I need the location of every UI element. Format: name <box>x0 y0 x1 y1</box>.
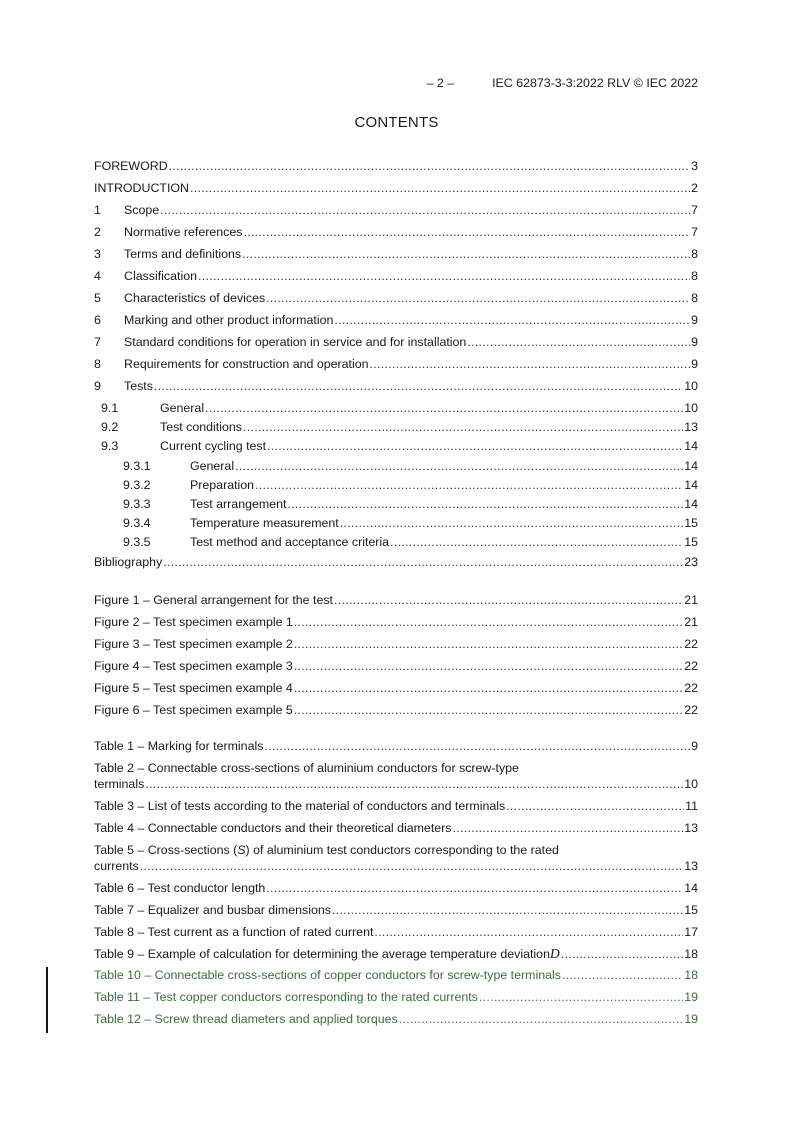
dot-leader <box>190 180 690 196</box>
dot-leader <box>452 820 683 836</box>
toc-entry-title: General <box>160 401 205 415</box>
toc-entry-page: 14 <box>684 478 698 492</box>
toc-entry-title: Standard conditions for operation in service and for installation <box>124 335 467 349</box>
toc-entry-title: Figure 6 – Test specimen example 5 <box>94 703 293 717</box>
page-header <box>0 76 698 90</box>
toc-entry-title: Normative references <box>124 225 243 239</box>
dot-leader <box>340 515 683 531</box>
toc-entry-title: Table 10 – Connectable cross-sections of copper conductors for screw-type terminals <box>94 968 561 982</box>
variable-s: S <box>237 843 246 857</box>
toc-entry-page: 19 <box>684 1012 698 1026</box>
toc-entry-page: 14 <box>684 439 698 453</box>
toc-entry-number: 8 <box>94 357 101 371</box>
document-id: IEC 62873-3-3:2022 RLV © IEC 2022 <box>492 76 698 90</box>
toc-entry-page: 15 <box>684 903 698 917</box>
dot-leader <box>243 224 690 240</box>
toc-figure-3[interactable] <box>94 636 698 652</box>
toc-entry-page: 13 <box>684 420 698 434</box>
toc-table-2[interactable] <box>94 761 698 792</box>
toc-entry-page: 8 <box>691 291 698 305</box>
toc-entry-title: Scope <box>124 203 160 217</box>
dot-leader <box>294 680 683 696</box>
toc-entry-title: Table 4 – Connectable conductors and their theoretical diameters <box>94 821 452 835</box>
toc-table-8[interactable] <box>94 924 698 940</box>
dot-leader <box>561 946 683 962</box>
toc-entry-page: 11 <box>685 799 698 813</box>
toc-entry-title: Table 3 – List of tests according to the material of conductors and terminals <box>94 799 506 813</box>
toc-entry-page: 9 <box>691 739 698 753</box>
toc-entry-number: 9.3.3 <box>123 497 151 511</box>
toc-entry-title: Table 9 – Example of calculation for determining the average temperature deviation <box>94 947 550 961</box>
toc-figure-6[interactable] <box>94 702 698 718</box>
toc-entry-title-line2: terminals <box>94 777 145 791</box>
toc-entry-7[interactable] <box>94 334 698 350</box>
toc-entry-title: Temperature measurement <box>190 516 339 530</box>
dot-leader <box>370 356 691 372</box>
toc-entry-title: Table 1 – Marking for terminals <box>94 739 264 753</box>
toc-entry-9-2[interactable] <box>101 419 698 435</box>
toc-entry-1[interactable] <box>94 202 698 218</box>
page-number: – 2 – <box>426 76 455 90</box>
toc-entry-title: Terms and definitions <box>124 247 242 261</box>
revision-change-bar <box>46 967 48 1033</box>
toc-entry-9-3-3[interactable] <box>123 496 698 512</box>
toc-table-9[interactable] <box>94 946 698 962</box>
toc-entry-page: 22 <box>684 703 698 717</box>
toc-entry-number: 3 <box>94 247 101 261</box>
toc-entry-number: 9 <box>94 379 101 393</box>
toc-entry-title-line1: Table 2 – Connectable cross-sections of aluminium conductors for screw-type <box>94 761 519 775</box>
dot-leader <box>264 738 690 754</box>
toc-entry-6[interactable] <box>94 312 698 328</box>
toc-entry-8[interactable] <box>94 356 698 372</box>
dot-leader <box>374 924 683 940</box>
toc-entry-page: 18 <box>684 968 698 982</box>
dot-leader <box>266 880 683 896</box>
toc-entry-3[interactable] <box>94 246 698 262</box>
toc-entry-number: 6 <box>94 313 101 327</box>
toc-entry-page: 3 <box>691 159 698 173</box>
toc-entry-page: 10 <box>684 401 698 415</box>
dot-leader <box>479 989 683 1005</box>
toc-entry-9-3[interactable] <box>101 438 698 454</box>
toc-entry-page: 21 <box>684 593 698 607</box>
dot-leader <box>242 246 690 262</box>
toc-entry-title: Test conditions <box>160 420 242 434</box>
toc-entry-number: 1 <box>94 203 101 217</box>
toc-entry-title: Figure 3 – Test specimen example 2 <box>94 637 293 651</box>
dot-leader <box>332 902 683 918</box>
toc-entry-page: 13 <box>684 821 698 835</box>
dot-leader <box>562 967 683 983</box>
toc-entry-page: 15 <box>684 516 698 530</box>
toc-entry-title: Figure 5 – Test specimen example 4 <box>94 681 293 695</box>
toc-entry-title-part: Table 5 – Cross-sections ( <box>94 843 238 857</box>
toc-entry-title: Figure 2 – Test specimen example 1 <box>94 615 293 629</box>
toc-table-12[interactable] <box>94 1011 698 1027</box>
toc-entry-title-line2: currents <box>94 859 139 873</box>
toc-entry-title: Requirements for construction and operation <box>124 357 369 371</box>
toc-entry-page: 14 <box>684 459 698 473</box>
toc-entry-page: 10 <box>684 379 698 393</box>
toc-entry-page: 9 <box>691 357 698 371</box>
dot-leader <box>506 798 684 814</box>
toc-entry-page: 14 <box>684 497 698 511</box>
toc-table-6[interactable] <box>94 880 698 896</box>
toc-entry-title: Test method and acceptance criteria <box>190 535 390 549</box>
dot-leader <box>235 458 683 474</box>
toc-entry-title: Table 7 – Equalizer and busbar dimensions <box>94 903 331 917</box>
dot-leader <box>160 202 690 218</box>
toc-entry-page: 10 <box>684 777 698 791</box>
toc-entry-9[interactable] <box>94 378 698 394</box>
toc-entry-page: 7 <box>691 225 698 239</box>
toc-entry-title: Preparation <box>190 478 255 492</box>
toc-entry-page: 2 <box>691 181 698 195</box>
toc-entry-number: 9.3 <box>101 439 119 453</box>
toc-figure-5[interactable] <box>94 680 698 696</box>
toc-entry-page: 18 <box>684 947 698 961</box>
dot-leader <box>140 858 683 874</box>
toc-table-1[interactable] <box>94 738 698 754</box>
toc-entry-page: 23 <box>684 555 698 569</box>
toc-entry-title: Marking and other product information <box>124 313 334 327</box>
toc-entry-number: 4 <box>94 269 101 283</box>
dot-leader <box>145 776 683 792</box>
toc-figure-4[interactable] <box>94 658 698 674</box>
toc-table-10[interactable] <box>94 967 698 983</box>
toc-entry-2[interactable] <box>94 224 698 240</box>
toc-table-11[interactable] <box>94 989 698 1005</box>
toc-entry-9-3-2[interactable] <box>123 477 698 493</box>
toc-entry-page: 17 <box>684 925 698 939</box>
variable-d: D <box>549 946 560 961</box>
toc-entry-number: 2 <box>94 225 101 239</box>
toc-entry-title: Tests <box>124 379 153 393</box>
toc-entry-title: Table 12 – Screw thread diameters and applied torques <box>94 1012 398 1026</box>
toc-table-7[interactable] <box>94 902 698 918</box>
contents-title: CONTENTS <box>354 114 439 131</box>
toc-entry-title: INTRODUCTION <box>94 181 189 195</box>
toc-entry-title-part: ) of aluminium test conductors corresponding to the rated <box>245 843 559 857</box>
dot-leader <box>267 438 683 454</box>
toc-entry-title: Bibliography <box>94 555 163 569</box>
dot-leader <box>287 496 683 512</box>
toc-table-4[interactable] <box>94 820 698 836</box>
toc-entry-4[interactable] <box>94 268 698 284</box>
toc-entry-number: 5 <box>94 291 101 305</box>
dot-leader <box>154 378 683 394</box>
toc-figure-1[interactable] <box>94 592 698 608</box>
toc-entry-page: 9 <box>691 335 698 349</box>
toc-entry-number: 9.1 <box>101 401 119 415</box>
toc-entry-number: 9.3.2 <box>123 478 151 492</box>
toc-entry-title: Figure 4 – Test specimen example 3 <box>94 659 293 673</box>
toc-entry-bibliography[interactable] <box>94 554 698 570</box>
dot-leader <box>390 534 683 550</box>
dot-leader <box>467 334 690 350</box>
toc-entry-page: 14 <box>684 881 698 895</box>
toc-entry-9-1[interactable] <box>101 400 698 416</box>
toc-table-5[interactable] <box>94 843 698 874</box>
toc-entry-title: Table 8 – Test current as a function of rated current <box>94 925 374 939</box>
dot-leader <box>294 702 683 718</box>
dot-leader <box>198 268 690 284</box>
toc-entry-title: Table 6 – Test conductor length <box>94 881 266 895</box>
dot-leader <box>169 158 690 174</box>
toc-entry-5[interactable] <box>94 290 698 306</box>
toc-entry-9-3-1[interactable] <box>123 458 698 474</box>
toc-entry-number: 9.3.5 <box>123 535 151 549</box>
toc-entry-9-3-5[interactable] <box>123 534 698 550</box>
toc-entry-title: Classification <box>124 269 197 283</box>
toc-entry-page: 22 <box>684 681 698 695</box>
toc-entry-foreword[interactable] <box>94 158 698 174</box>
dot-leader <box>294 658 683 674</box>
toc-entry-title: Figure 1 – General arrangement for the test <box>94 593 333 607</box>
toc-entry-title: FOREWORD <box>94 159 168 173</box>
toc-figure-2[interactable] <box>94 614 698 630</box>
toc-entry-number: 9.3.1 <box>123 459 151 473</box>
toc-entry-title: Current cycling test <box>160 439 267 453</box>
dot-leader <box>399 1011 683 1027</box>
toc-entry-title: Characteristics of devices <box>124 291 266 305</box>
dot-leader <box>294 614 683 630</box>
dot-leader <box>334 312 690 328</box>
toc-entry-introduction[interactable] <box>94 180 698 196</box>
dot-leader <box>266 290 690 306</box>
dot-leader <box>163 554 683 570</box>
dot-leader <box>243 419 683 435</box>
toc-entry-page: 9 <box>691 313 698 327</box>
toc-entry-page: 7 <box>691 203 698 217</box>
toc-entry-number: 9.3.4 <box>123 516 151 530</box>
toc-entry-page: 22 <box>684 637 698 651</box>
toc-entry-page: 8 <box>691 269 698 283</box>
toc-entry-title: General <box>190 459 235 473</box>
toc-table-3[interactable] <box>94 798 698 814</box>
toc-entry-number: 9.2 <box>101 420 119 434</box>
dot-leader <box>294 636 683 652</box>
dot-leader <box>334 592 683 608</box>
toc-entry-page: 19 <box>684 990 698 1004</box>
toc-entry-9-3-4[interactable] <box>123 515 698 531</box>
toc-entry-page: 21 <box>684 615 698 629</box>
toc-entry-page: 22 <box>684 659 698 673</box>
toc-entry-page: 8 <box>691 247 698 261</box>
toc-entry-page: 15 <box>684 535 698 549</box>
toc-entry-title: Test arrangement <box>190 497 287 511</box>
dot-leader <box>205 400 683 416</box>
toc-entry-number: 7 <box>94 335 101 349</box>
dot-leader <box>255 477 683 493</box>
toc-entry-title: Table 11 – Test copper conductors corresponding to the rated currents <box>94 990 478 1004</box>
toc-entry-page: 13 <box>684 859 698 873</box>
